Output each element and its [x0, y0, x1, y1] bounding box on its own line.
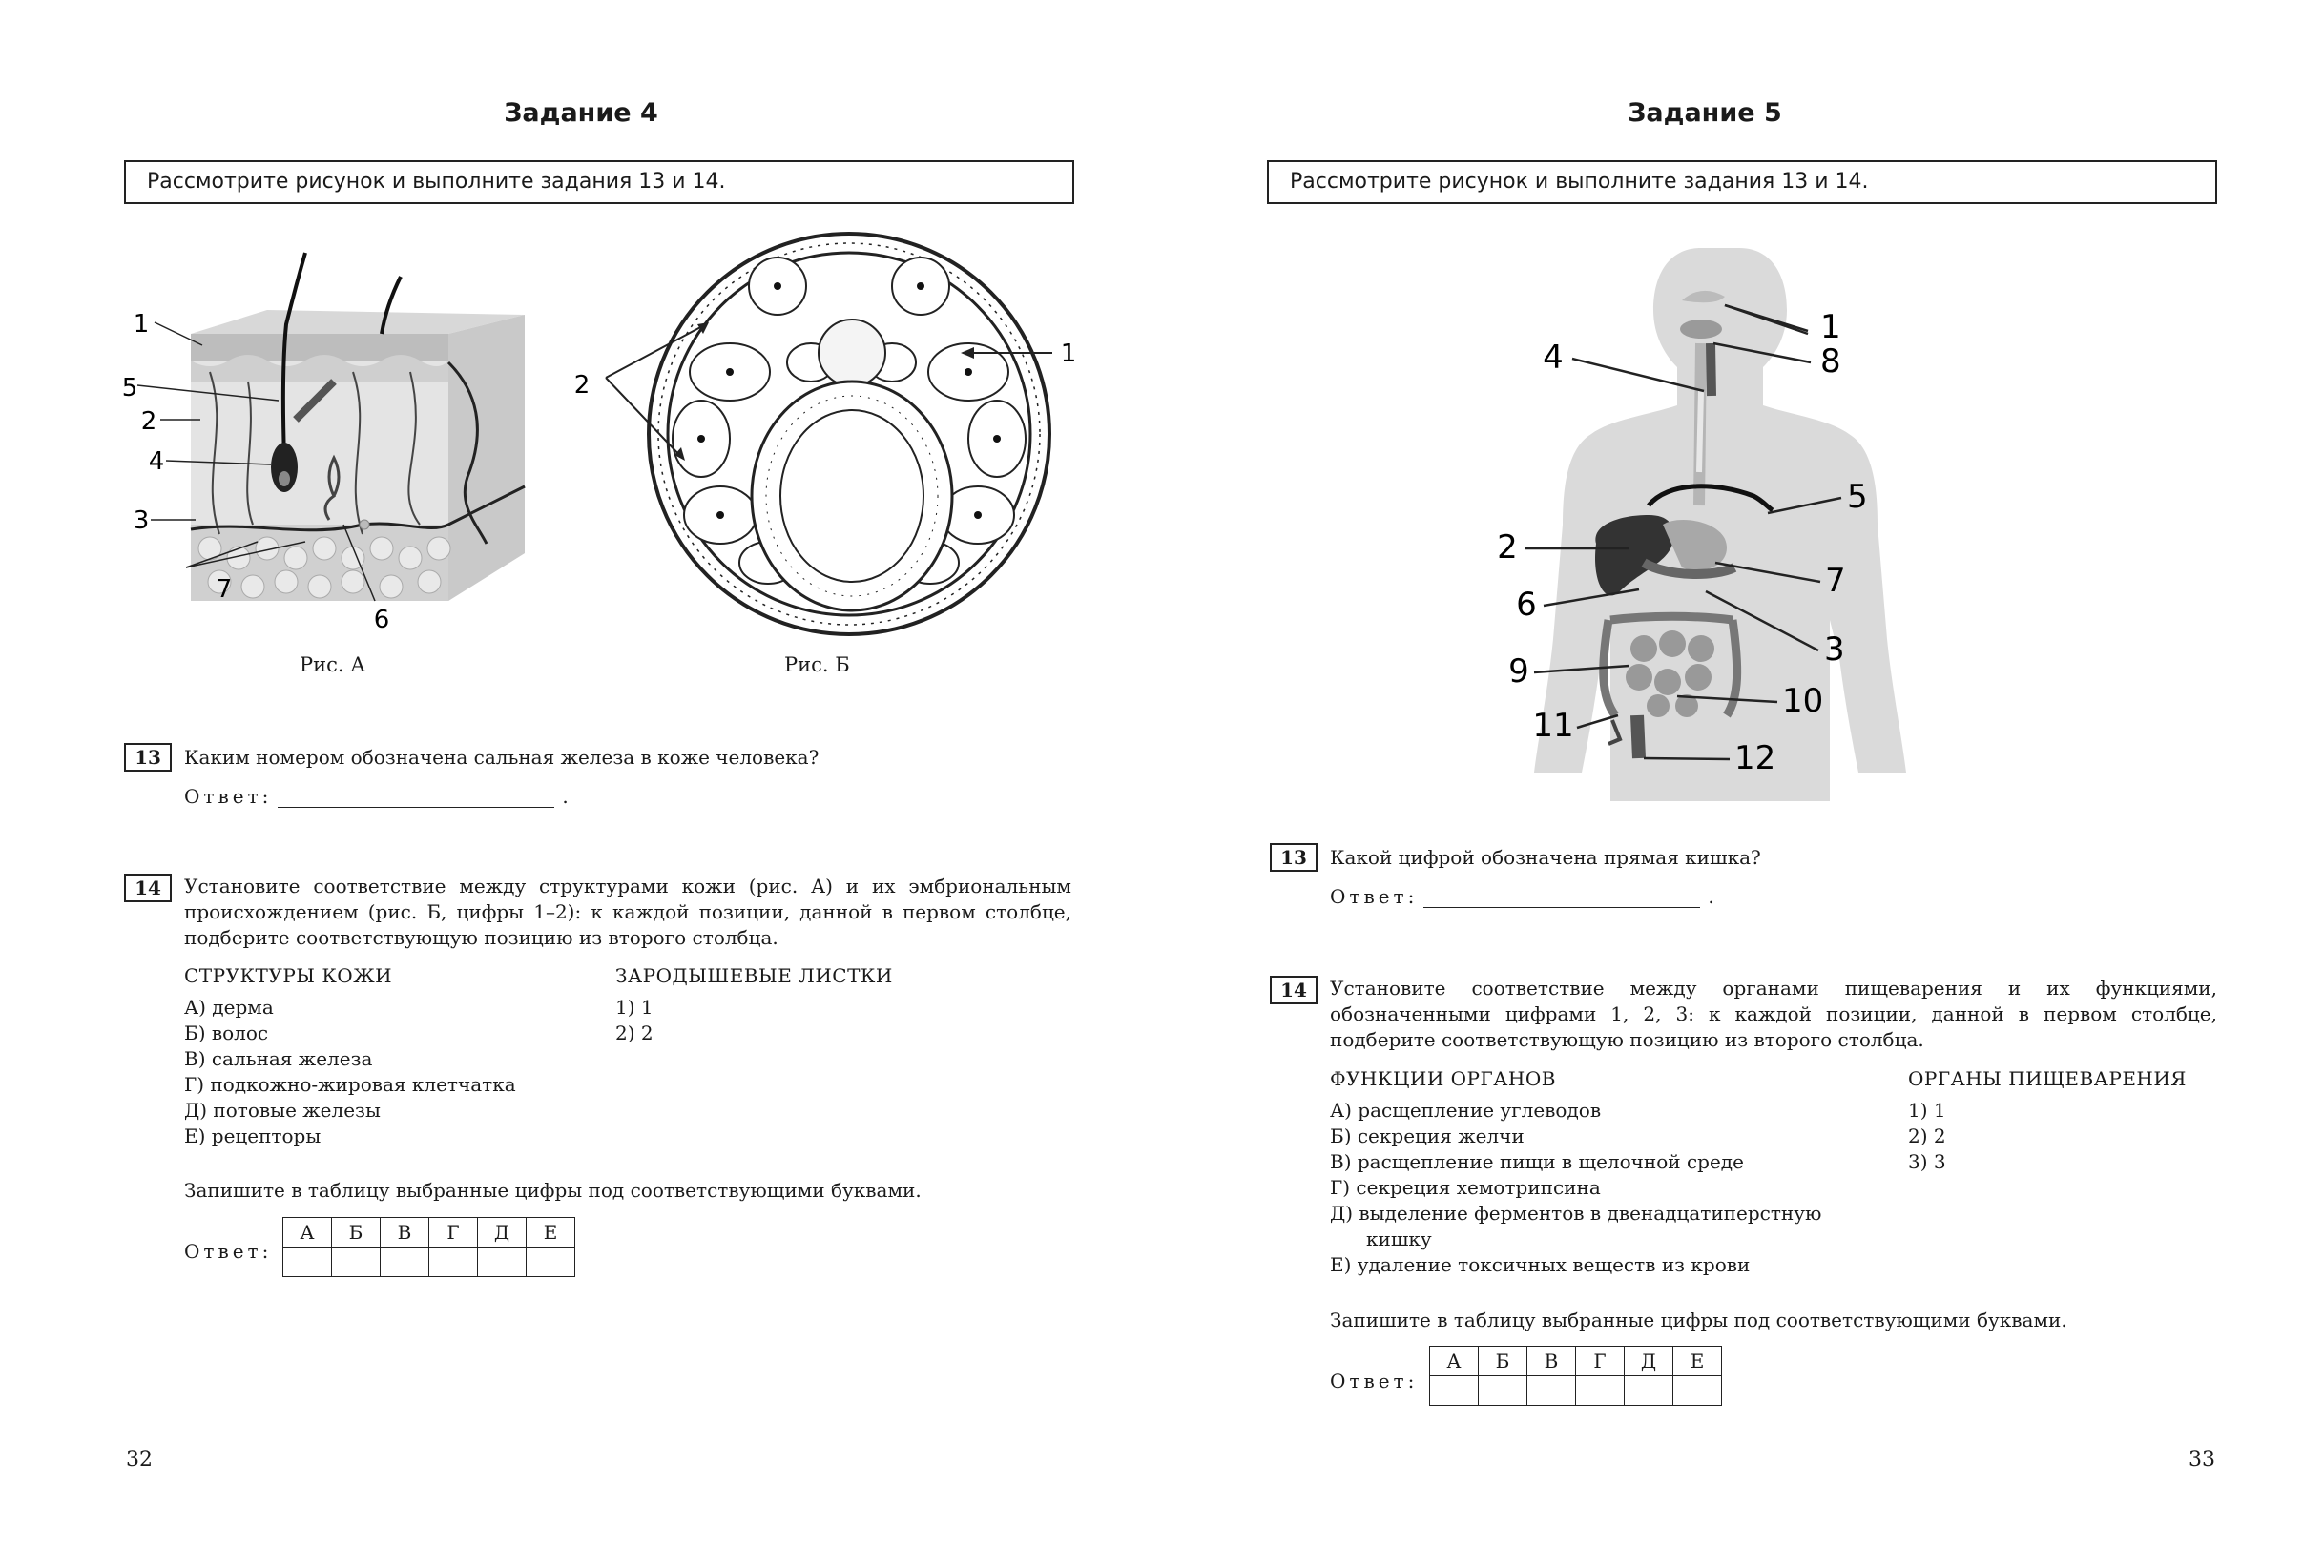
answer-label: Ответ:: [1330, 885, 1419, 908]
list-item: В) расщепление пищи в щелочной среде: [1330, 1150, 1744, 1173]
table-header: Г: [429, 1218, 478, 1248]
fig-label-1: 1: [1820, 308, 1841, 346]
answer-label: Ответ:: [184, 1240, 273, 1263]
figA-label-6: 6: [373, 606, 390, 634]
col-head: СТРУКТУРЫ КОЖИ: [184, 964, 393, 987]
figB-caption: Рис. Б: [784, 653, 850, 676]
table-header: Г: [1576, 1347, 1625, 1376]
page-title: Задание 4: [504, 98, 658, 128]
question-number-13: 13: [124, 743, 172, 772]
list-item: Г) секреция хемотрипсина: [1330, 1176, 1601, 1199]
fig-label-9: 9: [1508, 652, 1529, 691]
list-item: Б) волос: [184, 1021, 269, 1044]
list-item: В) сальная железа: [184, 1047, 373, 1070]
table-header: В: [381, 1218, 429, 1248]
table-hint: Запишите в таблицу выбранные цифры под соответствующими буквами.: [184, 1179, 922, 1202]
col-head: ЗАРОДЫШЕВЫЕ ЛИСТКИ: [615, 964, 893, 987]
answer-table: [282, 1217, 575, 1277]
table-header: Д: [1625, 1347, 1673, 1376]
list-item: 2) 2: [615, 1021, 654, 1044]
list-item: А) дерма: [184, 996, 274, 1019]
answer-label: Ответ:: [184, 785, 273, 808]
question-number-14: 14: [124, 874, 172, 902]
question-13-text: Каким номером обозначена сальная железа в коже человека?: [184, 746, 820, 769]
figB-label-1: 1: [1060, 340, 1077, 368]
question-number-14: 14: [1270, 976, 1318, 1004]
answer-13: Ответ: .: [1330, 885, 1718, 908]
answer-cell[interactable]: [1430, 1376, 1479, 1406]
instruction-box: Рассмотрите рисунок и выполните задания 13 и 14.: [1267, 160, 2217, 204]
fig-label-6: 6: [1516, 586, 1537, 624]
answer-table: [1429, 1346, 1722, 1406]
answer-13: Ответ: .: [184, 785, 572, 808]
answer-cell[interactable]: [478, 1248, 527, 1277]
figA-label-5: 5: [121, 374, 138, 402]
answer-cell[interactable]: [381, 1248, 429, 1277]
table-header: Е: [527, 1218, 575, 1248]
col-head: ОРГАНЫ ПИЩЕВАРЕНИЯ: [1908, 1067, 2187, 1090]
fig-label-8: 8: [1820, 342, 1841, 381]
left-col-structures: [184, 963, 585, 1149]
answer-13-blank[interactable]: [278, 788, 554, 808]
list-item: Б) секреция желчи: [1330, 1124, 1525, 1147]
figB-label-2: 2: [573, 371, 591, 400]
figA-label-7: 7: [216, 575, 233, 604]
left-col-germ-layers: [615, 963, 940, 1046]
question-14-text: Установите соответствие между структурами кожи (рис. А) и их эмбриональным происхождением (рис. Б, цифры 1–2): к каждой позиции, данной в первом столбце, подберите соответствующую позицию из второго столбца.: [184, 875, 1071, 949]
figA-label-3: 3: [133, 506, 150, 535]
page-number: 33: [2189, 1448, 2215, 1472]
table-header: В: [1527, 1347, 1576, 1376]
fig-label-2: 2: [1497, 528, 1518, 567]
list-item: Д) потовые железы: [184, 1099, 381, 1122]
table-header: А: [1430, 1347, 1479, 1376]
list-item: 2) 2: [1908, 1124, 1946, 1147]
list-item: 1) 1: [1908, 1099, 1946, 1122]
list-item: 1) 1: [615, 996, 654, 1019]
list-item: Е) удаление токсичных веществ из крови: [1330, 1253, 1751, 1276]
figA-label-4: 4: [148, 447, 165, 476]
table-header: Б: [332, 1218, 381, 1248]
page-title: Задание 5: [1628, 98, 1782, 128]
figA-label-2: 2: [140, 407, 157, 436]
answer-cell[interactable]: [429, 1248, 478, 1277]
right-col-organs: [1908, 1066, 2223, 1175]
answer-cell[interactable]: [1527, 1376, 1576, 1406]
fig-label-7: 7: [1825, 562, 1846, 600]
list-item: Г) подкожно-жировая клетчатка: [184, 1073, 516, 1096]
page-right: [1162, 0, 2324, 1568]
list-item: 3) 3: [1908, 1150, 1946, 1173]
fig-label-12: 12: [1734, 739, 1776, 777]
digestive-system-diagram: [1477, 238, 1973, 811]
answer-cell[interactable]: [1673, 1376, 1722, 1406]
fig-label-11: 11: [1532, 707, 1574, 745]
fig-label-10: 10: [1782, 682, 1824, 720]
figA-caption: Рис. А: [300, 653, 366, 676]
answer-13-blank[interactable]: [1423, 888, 1700, 908]
table-header: Д: [478, 1218, 527, 1248]
page-number: 32: [126, 1448, 153, 1472]
fig-label-5: 5: [1847, 478, 1868, 516]
fig-label-3: 3: [1824, 630, 1845, 669]
answer-label: Ответ:: [1330, 1370, 1419, 1393]
right-col-functions: [1330, 1066, 1864, 1278]
answer-cell[interactable]: [1625, 1376, 1673, 1406]
table-header: А: [283, 1218, 332, 1248]
skin-diagram: [114, 238, 553, 634]
col-head: ФУНКЦИИ ОРГАНОВ: [1330, 1067, 1556, 1090]
table-header: Б: [1479, 1347, 1527, 1376]
instruction-box: Рассмотрите рисунок и выполните задания 13 и 14.: [124, 160, 1074, 204]
figA-label-1: 1: [133, 310, 150, 339]
list-item: А) расщепление углеводов: [1330, 1099, 1602, 1122]
question-13-text: Какой цифрой обозначена прямая кишка?: [1330, 846, 1761, 869]
table-header: Е: [1673, 1347, 1722, 1376]
question-number-13: 13: [1270, 843, 1318, 872]
embryo-diagram: [573, 229, 1121, 629]
answer-cell[interactable]: [527, 1248, 575, 1277]
answer-cell[interactable]: [1479, 1376, 1527, 1406]
question-14-text: Установите соответствие между органами пищеварения и их функциями, обозначенными цифрами 1, 2, 3: к каждой позиции, данной в первом столбце, подберите соответствующую позицию из второго столбца.: [1330, 977, 2217, 1051]
answer-cell[interactable]: [283, 1248, 332, 1277]
list-item: Д) выделение ферментов в двенадцатиперстную кишку: [1330, 1202, 1822, 1250]
list-item: Е) рецепторы: [184, 1124, 322, 1147]
answer-cell[interactable]: [1576, 1376, 1625, 1406]
answer-cell[interactable]: [332, 1248, 381, 1277]
fig-label-4: 4: [1543, 339, 1564, 377]
table-hint: Запишите в таблицу выбранные цифры под соответствующими буквами.: [1330, 1309, 2067, 1331]
